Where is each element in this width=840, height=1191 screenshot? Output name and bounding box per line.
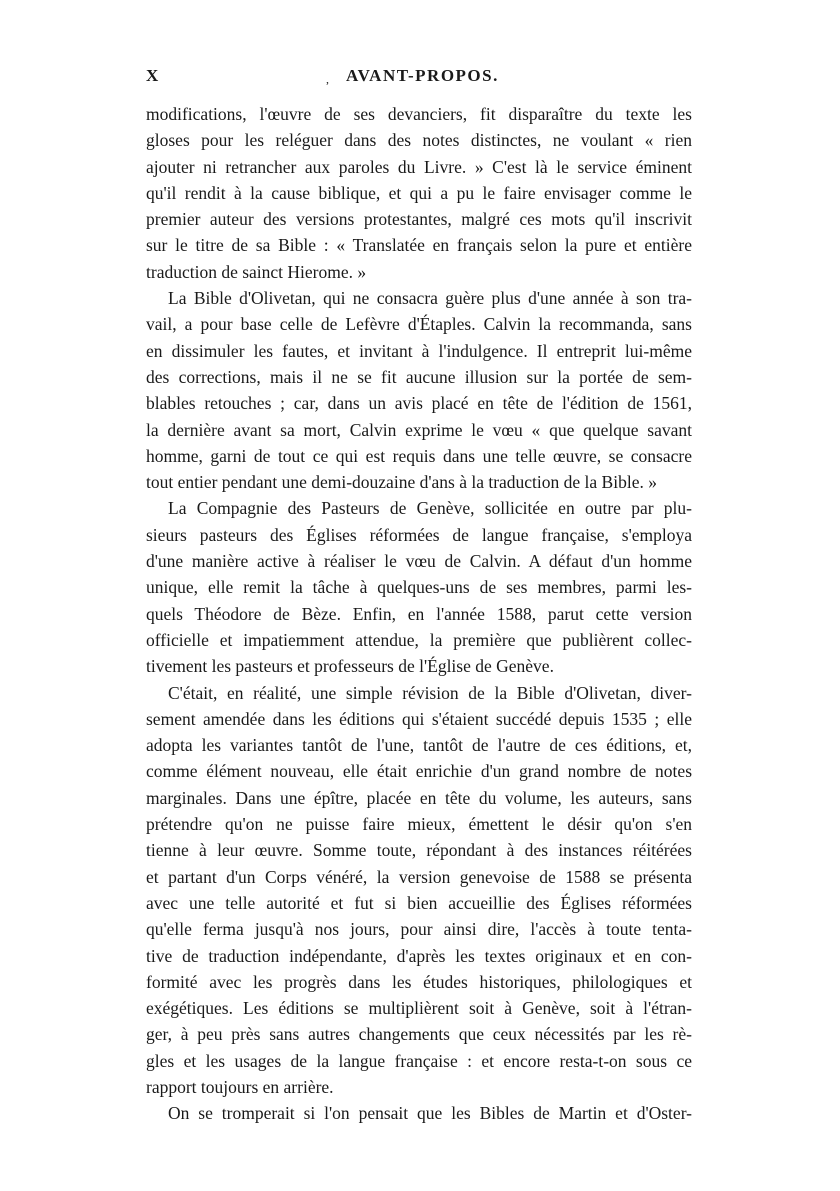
text-line: sieurs pasteurs des Églises réformées de langue française, s'employa xyxy=(146,524,692,545)
text-line: adopta les variantes tantôt de l'une, tantôt de l'autre de ces éditions, et, xyxy=(146,735,692,756)
text-line: exégétiques. Les éditions se multiplièrent soit à Genève, soit à l'étran- xyxy=(146,998,692,1019)
text-line: comme élément nouveau, elle était enrichie d'un grand nombre de notes xyxy=(146,761,692,782)
running-head xyxy=(146,62,692,92)
text-line: formité avec les progrès dans les études historiques, philologiques et xyxy=(146,971,692,992)
text-line: marginales. Dans une épître, placée en tête du volume, les auteurs, sans xyxy=(146,787,692,808)
text-line: vail, a pour base celle de Lefèvre d'Étaples. Calvin la recommanda, sans xyxy=(146,314,692,335)
text-line: qu'il rendit à la cause biblique, et qui a pu le faire envisager comme le xyxy=(146,182,692,203)
text-line: des corrections, mais il ne se fit aucune illusion sur la portée de sem- xyxy=(146,366,692,387)
text-line: tive de traduction indépendante, d'après les textes originaux et en con- xyxy=(146,945,692,966)
text-line: unique, elle remit la tâche à quelques-uns de ses membres, parmi les- xyxy=(146,577,692,598)
text-line: C'était, en réalité, une simple révision de la Bible d'Olivetan, diver- xyxy=(168,682,692,703)
text-line: d'une manière active à réaliser le vœu de Calvin. A défaut d'un homme xyxy=(146,551,692,572)
text-line: officielle et impatiemment attendue, la première que publièrent collec- xyxy=(146,629,692,650)
running-title: AVANT-PROPOS. xyxy=(346,66,499,85)
text-line: quels Théodore de Bèze. Enfin, en l'année 1588, parut cette version xyxy=(146,603,692,624)
text-line: gloses pour les reléguer dans des notes distinctes, ne voulant « rien xyxy=(146,130,692,151)
text-line: et partant d'un Corps vénéré, la version genevoise de 1588 se présenta xyxy=(146,866,692,887)
text-line: sement amendée dans les éditions qui s'étaient succédé depuis 1535 ; elle xyxy=(146,708,692,729)
text-line: prétendre qu'on ne puisse faire mieux, émettent le désir qu'on s'en xyxy=(146,814,692,835)
text-line: rapport toujours en arrière. xyxy=(146,1076,334,1097)
text-line: avec une telle autorité et fut si bien accueillie des Églises réformées xyxy=(146,892,692,913)
page-number: X xyxy=(146,66,160,85)
header-mark: , xyxy=(326,72,331,86)
text-line: modifications, l'œuvre de ses devanciers, fit disparaître du texte les xyxy=(146,104,692,124)
text-line: ajouter ni retrancher aux paroles du Livre. » C'est là le service éminent xyxy=(146,156,692,177)
text-line: On se tromperait si l'on pensait que les Bibles de Martin et d'Oster- xyxy=(168,1103,692,1124)
text-line: premier auteur des versions protestantes, malgré ces mots qu'il inscrivit xyxy=(146,209,692,230)
text-line: la dernière avant sa mort, Calvin exprime le vœu « que quelque savant xyxy=(146,419,692,440)
body-text xyxy=(146,101,692,1127)
text-line: tout entier pendant une demi-douzaine d'ans à la traduction de la Bible. » xyxy=(146,472,657,493)
text-line: blables retouches ; car, dans un avis placé en tête de l'édition de 1561, xyxy=(146,393,692,414)
text-line: traduction de sainct Hierome. » xyxy=(146,261,367,282)
text-line: sur le titre de sa Bible : « Translatée en français selon la pure et entière xyxy=(146,235,692,256)
text-line: tienne à leur œuvre. Somme toute, répondant à des instances réitérées xyxy=(146,840,692,861)
text-line: La Bible d'Olivetan, qui ne consacra guère plus d'une année à son tra- xyxy=(168,288,692,309)
text-line: tivement les pasteurs et professeurs de l'Église de Genève. xyxy=(146,656,554,677)
text-line: gles et les usages de la langue française : et encore resta-t-on sous ce xyxy=(146,1050,692,1071)
text-line: homme, garni de tout ce qui est requis dans une telle œuvre, se consacre xyxy=(146,445,692,466)
text-line: en dissimuler les fautes, et invitant à l'indulgence. Il entreprit lui-même xyxy=(146,340,692,361)
text-line: La Compagnie des Pasteurs de Genève, sollicitée en outre par plu- xyxy=(168,498,692,519)
text-line: ger, à peu près sans autres changements que ceux nécessités par les rè- xyxy=(146,1024,692,1045)
text-line: qu'elle ferma jusqu'à nos jours, pour ainsi dire, l'accès à toute tenta- xyxy=(146,919,692,940)
